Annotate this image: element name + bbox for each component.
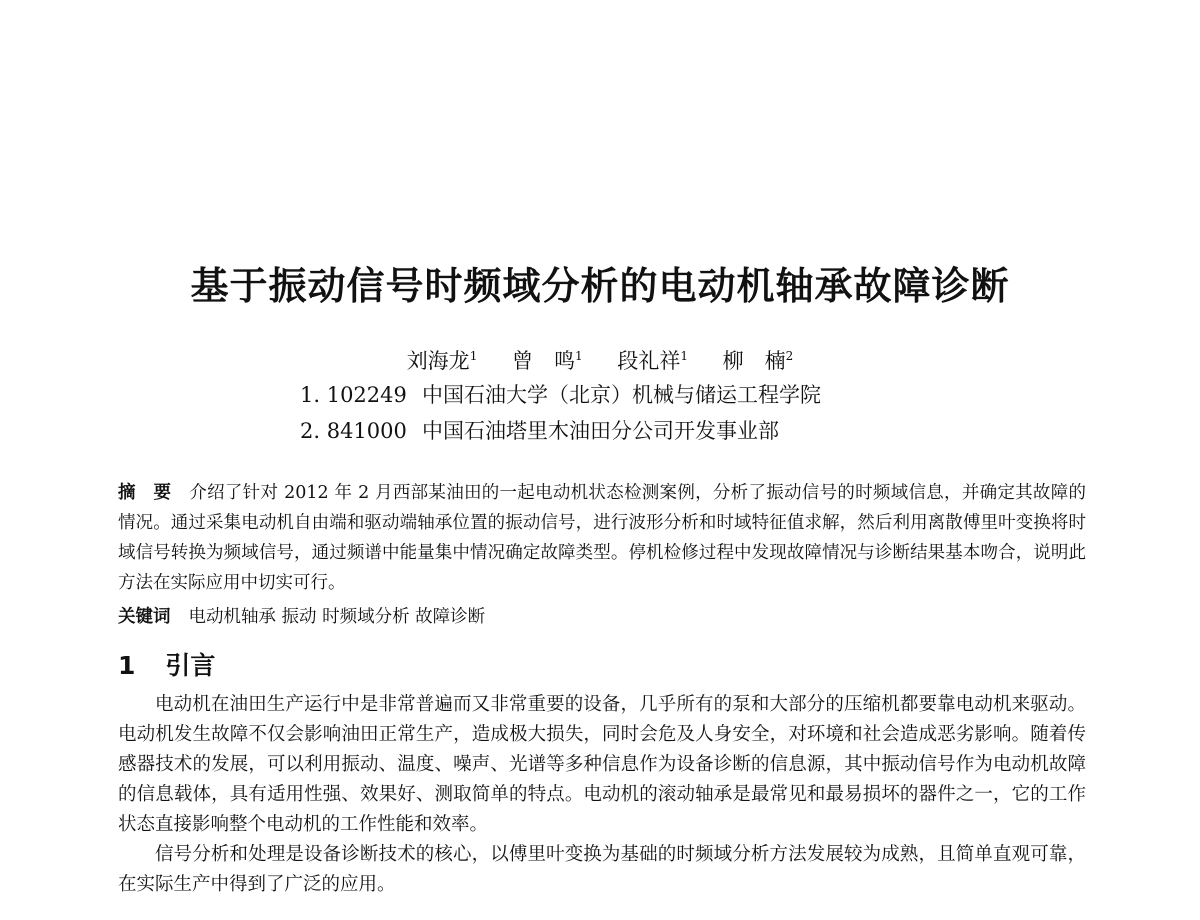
author-affiliation-mark: 2: [785, 349, 794, 363]
paragraph: 信号分析和处理是设备诊断技术的核心，以傅里叶变换为基础的时频域分析方法发展较为成熟，且简单直观可靠，在实际生产中得到了广泛的应用。: [118, 844, 1086, 895]
keywords: [118, 603, 1086, 628]
author: [512, 349, 583, 373]
affiliation-2: [300, 415, 920, 445]
author: [723, 349, 794, 373]
author: [617, 349, 688, 373]
author-name: 柳 楠: [722, 349, 786, 373]
author-list: [0, 345, 1200, 375]
paper-title: 基于振动信号时频域分析的电动机轴承故障诊断: [190, 263, 1010, 308]
abstract: [118, 478, 1086, 598]
affiliation-1: [300, 379, 920, 409]
keywords-label: 关键词: [118, 607, 171, 627]
affiliation-postcode: 1. 102249: [300, 383, 407, 407]
author-affiliation-mark: 1: [469, 349, 478, 363]
author-affiliation-mark: 1: [575, 349, 583, 363]
body-text: [118, 690, 1086, 900]
section-title: 引言: [165, 651, 216, 680]
abstract-label: 摘 要: [118, 483, 172, 503]
affiliation-name: 中国石油塔里木油田分公司开发事业部: [422, 419, 779, 443]
section-number: 1: [118, 651, 136, 680]
author-affiliation-mark: 1: [680, 349, 688, 363]
keywords-text: 电动机轴承 振动 时频域分析 故障诊断: [188, 607, 486, 627]
affiliation-postcode: 2. 841000: [300, 419, 407, 443]
paragraph: 电动机在油田生产运行中是非常普遍而又非常重要的设备，几乎所有的泵和大部分的压缩机都要靠电动机来驱动。电动机发生故障不仅会影响油田正常生产，造成极大损失，同时会危及人身安全，对环境和社会造成恶劣影响。随着传感器技术的发展，可以利用振动、温度、噪声、光谱等多种信息作为设备诊断的信息源，其中振动信号作为电动机故障的信息载体，具有适用性强、效果好、测取简单的特点。电动机的滚动轴承是最常见和最易损坏的器件之一，它的工作状态直接影响整个电动机的工作性能和效率。: [118, 694, 1086, 835]
affiliation-name: 中国石油大学（北京）机械与储运工程学院: [422, 383, 821, 407]
author: [407, 349, 478, 373]
author-name: 曾 鸣: [512, 349, 576, 373]
section-heading: [118, 646, 215, 682]
abstract-text: 介绍了针对 2012 年 2 月西部某油田的一起电动机状态检测案例，分析了振动信号的时频域信息，并确定其故障的情况。通过采集电动机自由端和驱动端轴承位置的振动信号，进行波形分析和时域特征值求解，然后利用离散傅里叶变换将时域信号转换为频域信号，通过频谱中能量集中情况确定故障类型。停机检修过程中发现故障情况与诊断结果基本吻合，说明此方法在实际应用中切实可行。: [118, 483, 1086, 593]
author-name: 段礼祥: [617, 349, 681, 373]
author-name: 刘海龙: [406, 349, 470, 373]
